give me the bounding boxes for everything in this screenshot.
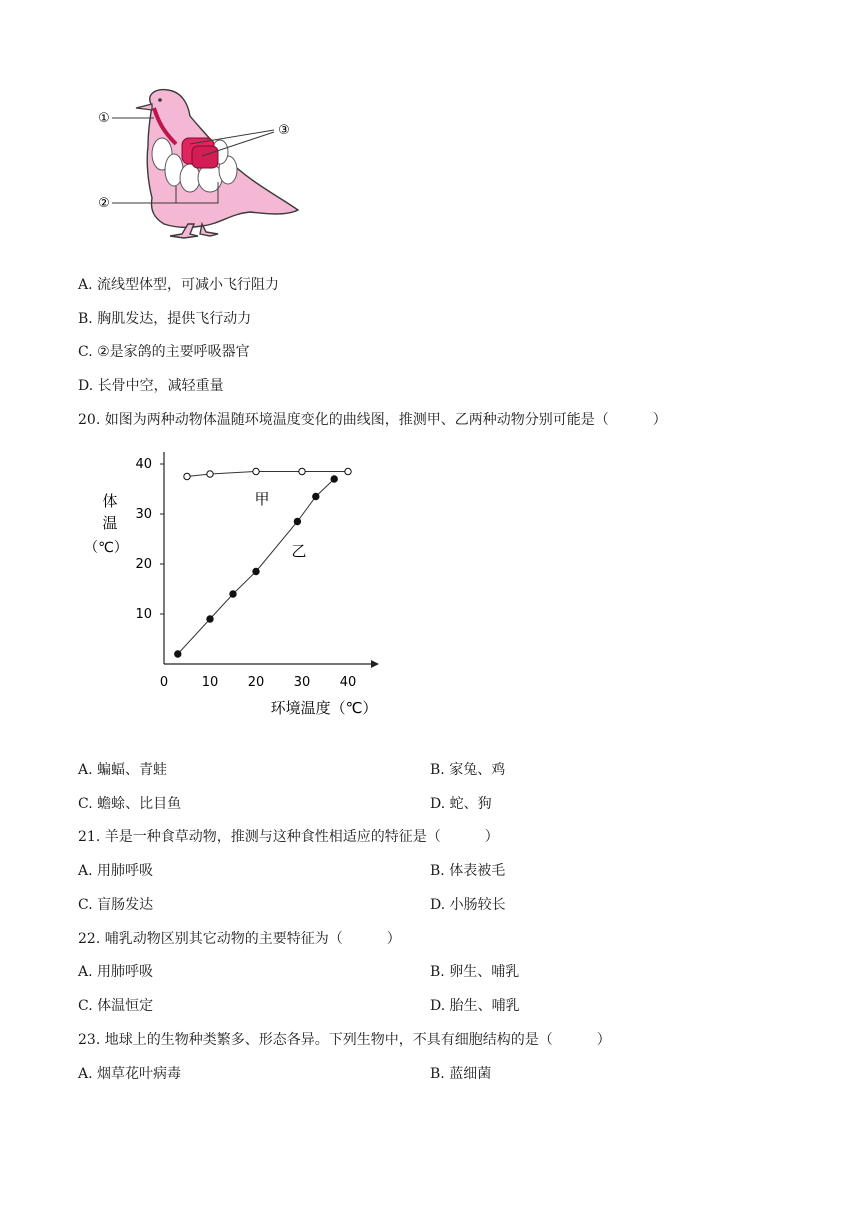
x-tick-label: 10 [201, 675, 219, 690]
series-0-point [184, 473, 190, 479]
q21-option-d: D. 小肠较长 [430, 897, 506, 913]
y-tick-label: 20 [135, 557, 152, 572]
q21-stem [78, 827, 499, 847]
q22-option-a: A. 用肺呼吸 [78, 964, 154, 980]
ylabel-line-1: 体 [102, 492, 118, 510]
series-1-point [253, 568, 259, 574]
x-tick-label: 40 [339, 675, 357, 690]
q21-option-b: B. 体表被毛 [430, 863, 506, 879]
x-tick-label: 0 [159, 675, 169, 690]
y-tick-label: 10 [135, 607, 152, 622]
y-tick-label: 40 [135, 457, 152, 472]
q21-stem-text: 21. 羊是一种食草动物，推测与这种食性相适应的特征是（ [78, 829, 441, 845]
series-1-point [313, 493, 319, 499]
pigeon-respiratory-figure [90, 86, 310, 246]
q23-stem-text: 23. 地球上的生物种类繁多、形态各异。下列生物中，不具有细胞结构的是（ [78, 1032, 553, 1048]
q22-stem [78, 929, 401, 949]
series-0-point [253, 468, 259, 474]
series-0-point [299, 468, 305, 474]
label-1: ① [98, 111, 110, 126]
series-0-point [207, 471, 213, 477]
q20-stem-text: 20. 如图为两种动物体温随环境温度变化的曲线图，推测甲、乙两种动物分别可能是（ [78, 412, 609, 428]
q23-stem-close: ） [596, 1032, 611, 1048]
q21-stem-close: ） [484, 829, 499, 845]
q20-option-a: A. 蝙蝠、青蛙 [78, 762, 168, 778]
q21-option-c: C. 盲肠发达 [78, 897, 154, 913]
q22-stem-text: 22. 哺乳动物区别其它动物的主要特征为（ [78, 931, 343, 947]
series-0-point [345, 468, 351, 474]
ylabel-line-3: （℃） [84, 540, 128, 556]
series-1-point [207, 616, 213, 622]
q20-option-c: C. 蟾蜍、比目鱼 [78, 796, 182, 812]
q19-option-b: B. 胸肌发达，提供飞行动力 [78, 311, 252, 327]
q23-stem [78, 1030, 611, 1050]
q20-stem-close: ） [652, 412, 667, 428]
series-1-point [294, 518, 300, 524]
q20-stem [78, 410, 667, 430]
series-1-point [175, 651, 181, 657]
label-2: ② [98, 196, 110, 211]
x-axis-label: 环境温度（℃） [270, 699, 378, 717]
label-3: ③ [278, 123, 290, 138]
q23-option-b: B. 蓝细菌 [430, 1066, 492, 1082]
x-axis-arrow [371, 660, 379, 668]
series-label-jia: 甲 [254, 490, 270, 508]
pigeon-beak [136, 104, 152, 110]
q21-option-a: A. 用肺呼吸 [78, 863, 154, 879]
q22-option-d: D. 胎生、哺乳 [430, 998, 520, 1014]
q20-option-d: D. 蛇、狗 [430, 796, 492, 812]
series-1-point [230, 591, 236, 597]
pigeon-eye [158, 98, 162, 102]
x-tick-label: 20 [247, 675, 265, 690]
ylabel-line-2: 温 [102, 514, 118, 532]
q23-option-a: A. 烟草花叶病毒 [78, 1066, 182, 1082]
series-1-point [331, 476, 337, 482]
y-tick-label: 30 [135, 507, 152, 522]
q20-option-b: B. 家兔、鸡 [430, 762, 506, 778]
series-label-yi: 乙 [291, 542, 307, 560]
x-tick-label: 30 [293, 675, 311, 690]
q19-option-d: D. 长骨中空，减轻重量 [78, 378, 224, 394]
q22-option-b: B. 卵生、哺乳 [430, 964, 520, 980]
q19-option-c: C. ②是家鸽的主要呼吸器官 [78, 344, 250, 360]
q19-option-a: A. 流线型体型，可减小飞行阻力 [78, 277, 280, 293]
body-temperature-chart [84, 452, 394, 722]
q22-option-c: C. 体温恒定 [78, 998, 154, 1014]
q22-stem-close: ） [386, 931, 401, 947]
